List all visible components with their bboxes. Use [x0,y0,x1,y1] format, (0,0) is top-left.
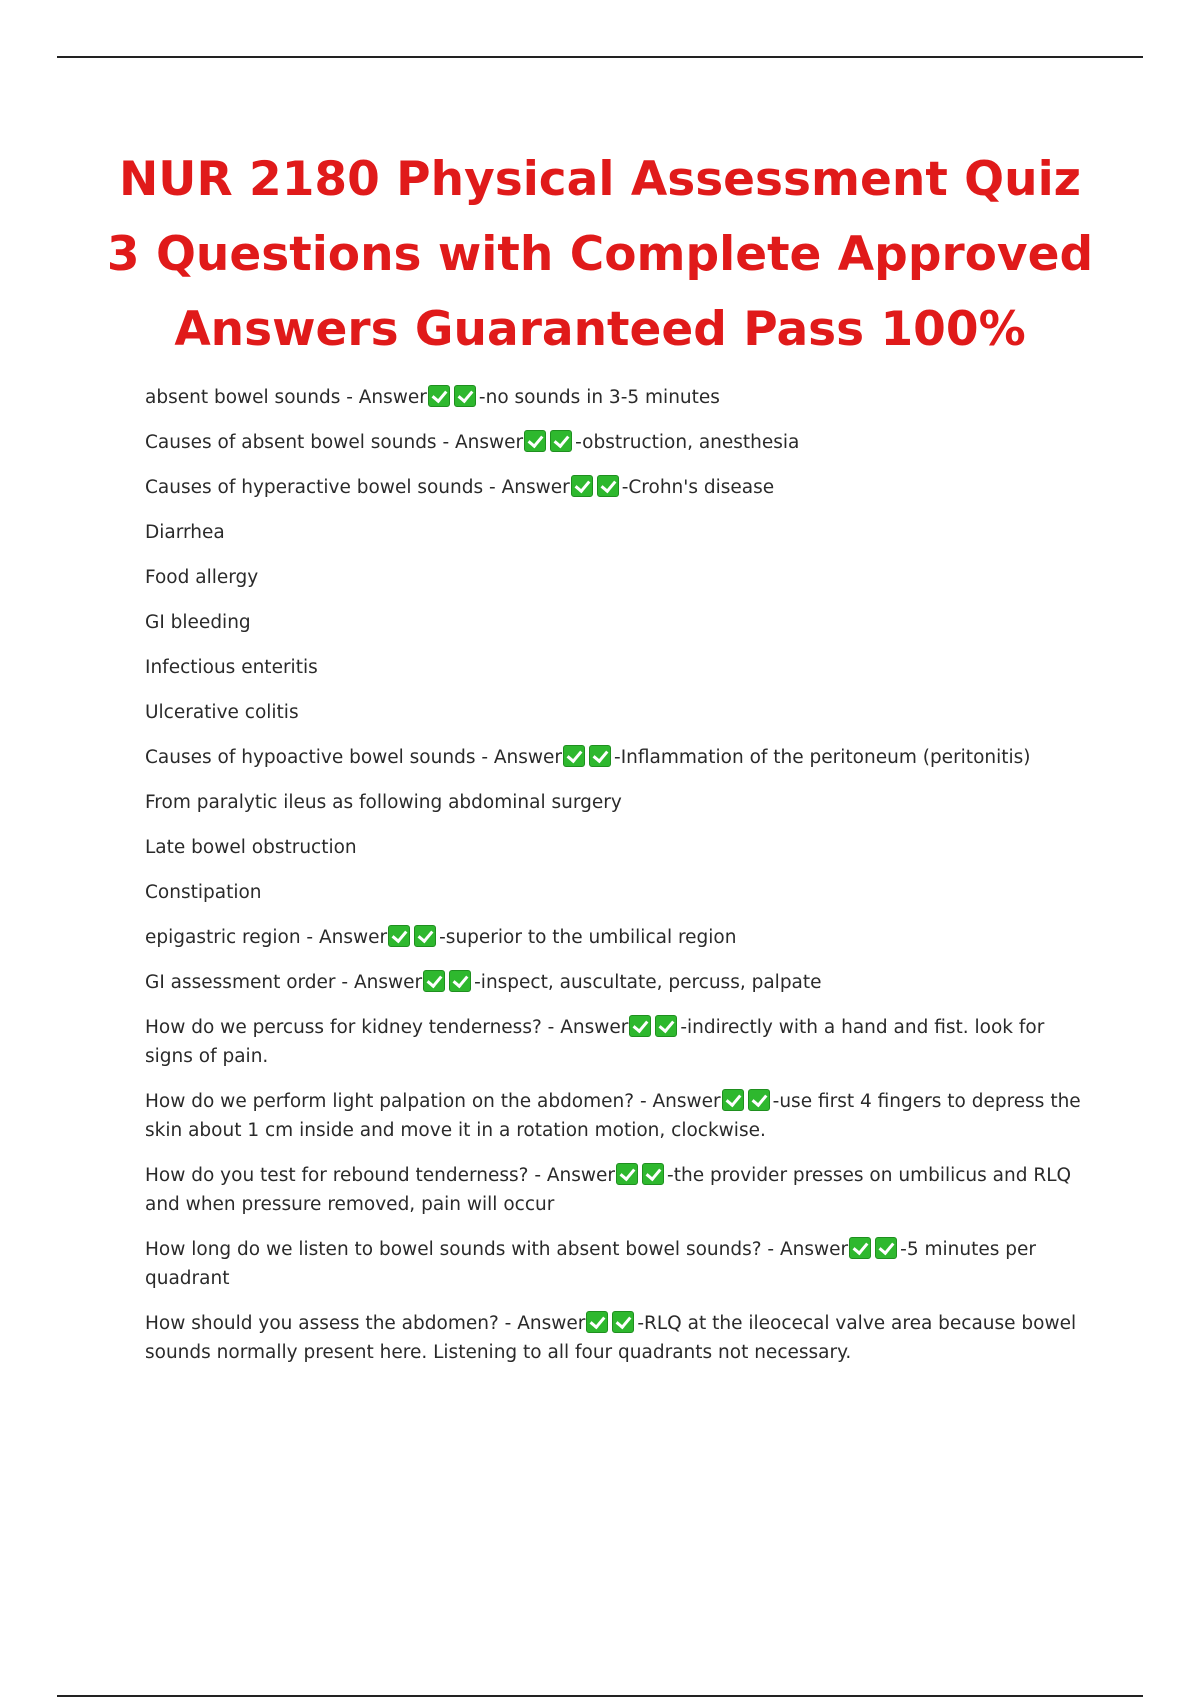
qa-list [145,383,1085,1383]
check-box-icon [414,925,436,947]
check-box-icon [616,1163,638,1185]
answer-text: -RLQ at the ileocecal valve area because bowel sounds normally present here. Listening to all four quadrants not necessary. [145,1313,1077,1363]
answer-text: -Crohn's disease [621,477,775,498]
answer-text: -Inflammation of the peritoneum (peritonitis) [614,747,1031,768]
check-box-icon [524,430,546,452]
qa-entry [145,1309,1085,1367]
list-item: Food allergy [145,567,259,588]
qa-entry [145,743,1085,772]
question-text: How do you test for rebound tenderness? - Answer [145,1165,616,1186]
answer-text: -inspect, auscultate, percuss, palpate [474,972,822,993]
qa-entry [145,428,1085,457]
check-box-icon [748,1089,770,1111]
check-box-icon [612,1311,634,1333]
check-box-icon [563,745,585,767]
question-text: How long do we listen to bowel sounds with absent bowel sounds? - Answer [145,1239,849,1260]
check-box-icon [428,385,450,407]
list-item: Ulcerative colitis [145,702,299,723]
qa-entry [145,1235,1085,1293]
check-box-icon [849,1237,871,1259]
qa-entry [145,1161,1085,1219]
document-title: NUR 2180 Physical Assessment Quiz 3 Questions with Complete Approved Answers Guaranteed Pass 100% [106,152,1094,357]
question-text: absent bowel sounds - Answer [145,387,427,408]
question-text: Causes of hypoactive bowel sounds - Answer [145,747,563,768]
qa-entry [145,968,1085,997]
question-text: How should you assess the abdomen? - Answer [145,1313,586,1334]
top-divider [57,56,1143,58]
check-box-icon [655,1015,677,1037]
list-item: From paralytic ileus as following abdominal surgery [145,792,622,813]
list-item: Diarrhea [145,522,225,543]
answer-text: -indirectly with a hand and fist. look for signs of pain. [145,1017,1045,1067]
question-text: Causes of hyperactive bowel sounds - Answer [145,477,570,498]
check-box-icon [589,745,611,767]
check-box-icon [597,475,619,497]
question-text: epigastric region - Answer [145,927,388,948]
check-box-icon [550,430,572,452]
question-text: How do we perform light palpation on the abdomen? - Answer [145,1091,721,1112]
question-text: Causes of absent bowel sounds - Answer [145,432,524,453]
list-item: GI bleeding [145,612,251,633]
qa-entry [145,1013,1085,1071]
answer-text: -5 minutes per quadrant [145,1239,1036,1289]
check-box-icon [571,475,593,497]
check-box-icon [875,1237,897,1259]
check-box-icon [722,1089,744,1111]
answer-text: -the provider presses on umbilicus and RLQ and when pressure removed, pain will occur [145,1165,1072,1215]
list-item: Constipation [145,882,262,903]
question-text: GI assessment order - Answer [145,972,423,993]
qa-entry [145,383,1085,412]
list-item: Infectious enteritis [145,657,318,678]
check-box-icon [454,385,476,407]
check-box-icon [586,1311,608,1333]
answer-text: -no sounds in 3-5 minutes [478,387,720,408]
check-box-icon [629,1015,651,1037]
qa-entry [145,1087,1085,1145]
answer-text: -obstruction, anesthesia [575,432,800,453]
check-box-icon [423,970,445,992]
answer-text: -use first 4 fingers to depress the skin about 1 cm inside and move it in a rotation motion, clockwise. [145,1091,1081,1141]
check-box-icon [449,970,471,992]
answer-text: -superior to the umbilical region [439,927,737,948]
qa-entry [145,473,1085,502]
qa-entry [145,923,1085,952]
check-box-icon [388,925,410,947]
question-text: How do we percuss for kidney tenderness? - Answer [145,1017,629,1038]
list-item: Late bowel obstruction [145,837,357,858]
check-box-icon [642,1163,664,1185]
bottom-divider [57,1695,1143,1697]
